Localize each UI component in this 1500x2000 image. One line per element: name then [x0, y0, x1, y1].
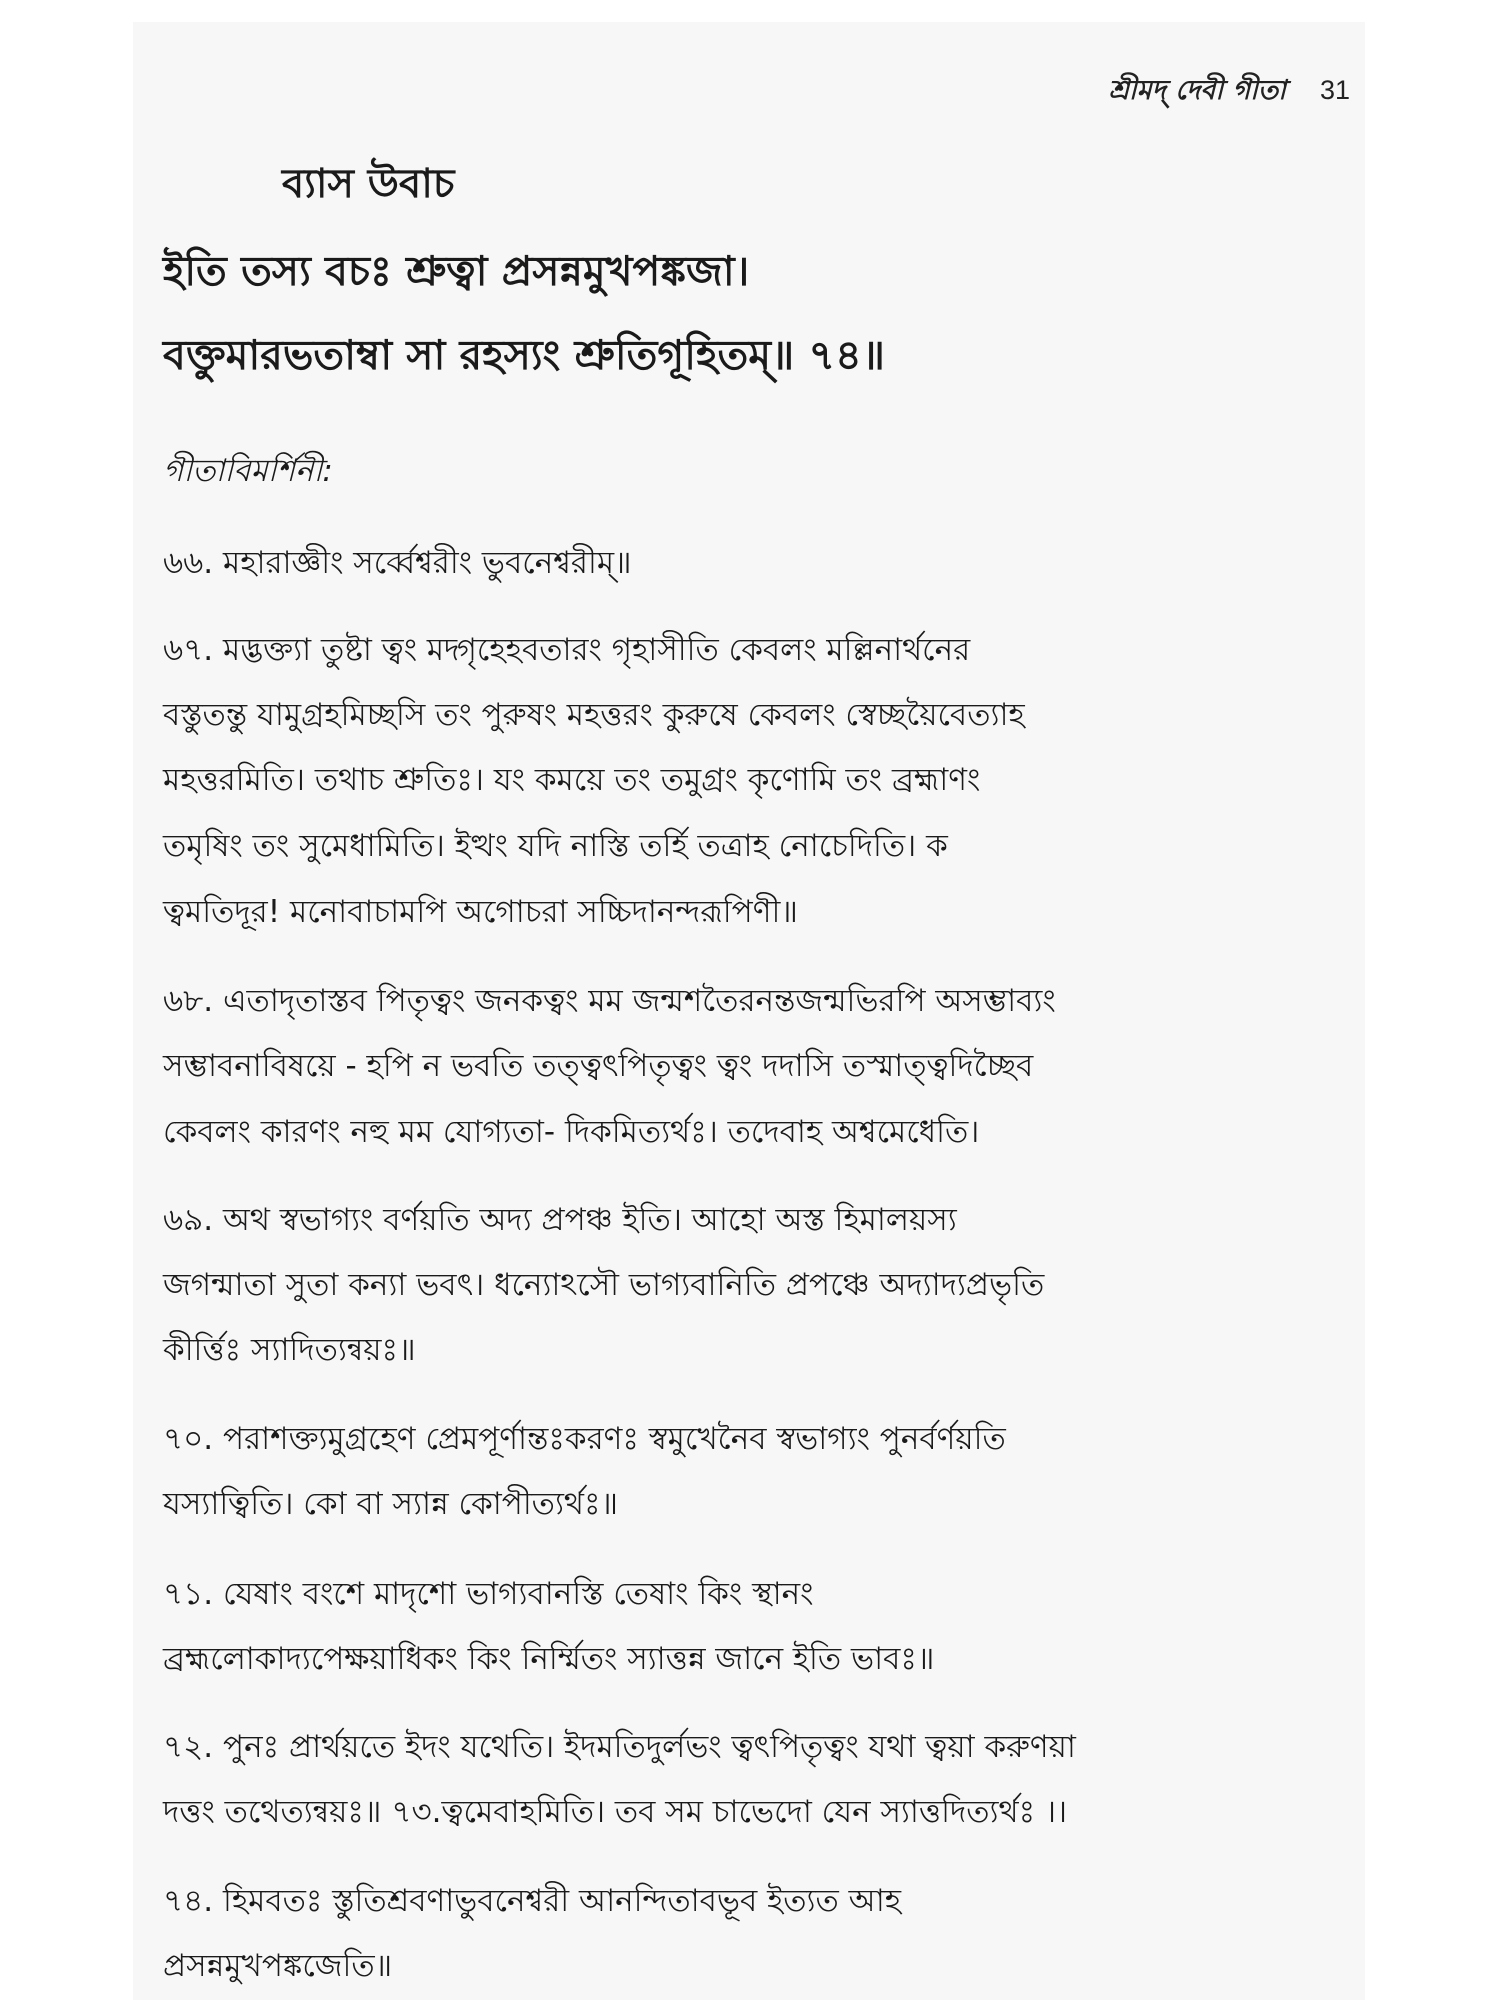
running-header	[1108, 70, 1350, 115]
verse-line: ইতি তস্য বচঃ শ্রুত্বা প্রসন্নমুখপঙ্কজা।	[163, 247, 750, 295]
commentary-line: ৭২. পুনঃ প্রার্থয়তে ইদং যথেতি। ইদমতিদুর্লভং ত্বৎপিতৃত্বং যথা ত্বয়া করুণয়া	[163, 1729, 1076, 1765]
commentary-line: কেবলং কারণং নহু মম যোগ্যতা- দিকমিত্যর্থঃ। তদেবাহ অশ্বমেধেতি।	[163, 1114, 980, 1150]
commentary-line: জগন্মাতা সুতা কন্যা ভবৎ। ধন্যোঽসৌ ভাগ্যবানিতি প্রপঞ্চে অদ্যাদ্যপ্রভৃতি	[163, 1267, 1045, 1303]
commentary-line: কীর্ত্তিঃ স্যাদিত্যন্বয়ঃ॥	[163, 1332, 416, 1368]
commentary-line: ৬৮. এতাদৃতাস্তব পিতৃত্বং জনকত্বং মম জন্মশতৈরনন্তজন্মভিরপি অসম্ভাব্যং	[163, 983, 1056, 1019]
commentary-line: যস্যাত্বিতি। কো বা স্যান্ন কোপীত্যর্থঃ॥	[163, 1486, 619, 1522]
commentary-line: ৬৯. অথ স্বভাগ্যং বর্ণয়তি অদ্য প্রপঞ্চ ইতি। আহো অস্ত হিমালয়স্য	[163, 1202, 957, 1238]
commentary-line: সম্ভাবনাবিষয়ে - হপি ন ভবতি তত্ত্বৎপিতৃত্বং ত্বং দদাসি তস্মাত্ত্বদিচ্ছৈব	[163, 1048, 1034, 1084]
commentary-line: ৭৪. হিমবতঃ স্তুতিশ্রবণাভুবনেশ্বরী আনন্দিতাবভূব ইত্যত আহ	[163, 1883, 902, 1919]
page-number: 31	[1319, 75, 1350, 105]
commentary-line: দত্তং তথেত্যন্বয়ঃ॥ ৭৩.ত্বমেবাহমিতি। তব সম চাভেদো যেন স্যাত্তদিত্যর্থঃ ।।	[163, 1794, 1068, 1830]
commentary-line: ৭১. যেষাং বংশে মাদৃশো ভাগ্যবানস্তি তেষাং কিং স্থানং	[163, 1576, 814, 1612]
commentary-heading: গীতাবিমর্শিনী:	[163, 453, 333, 489]
commentary-line: ৬৬. মহারাজ্ঞীং সর্ব্বেশ্বরীং ভুবনেশ্বরীম্॥	[163, 545, 632, 581]
commentary-line: ৬৭. মদ্ভক্ত্যা তুষ্টা ত্বং মদ্গৃহেহবতারং গৃহাসীতি কেবলং মল্লিনার্থনের	[163, 632, 971, 668]
commentary-line: ত্বমতিদূর! মনোবাচামপি অগোচরা সচ্চিদানন্দরূপিণী॥	[163, 894, 798, 930]
commentary-line: তমৃষিং তং সুমেধামিতি। ইত্থং যদি নাস্তি তর্হি তত্রাহ নোচেদিতি। ক	[163, 828, 948, 864]
commentary-line: মহত্তরমিতি। তথাচ শ্রুতিঃ। যং কময়ে তং তমুগ্রং কৃণোমি তং ব্রহ্মাণং	[163, 762, 981, 798]
commentary-line: ৭০. পরাশক্ত্যমুগ্রহেণ প্রেমপূর্ণান্তঃকরণঃ স্বমুখেনৈব স্বভাগ্যং পুনর্বর্ণয়তি	[163, 1421, 1006, 1457]
book-title: শ্রীমদ্ দেবী গীতা	[1108, 75, 1286, 106]
commentary-line: প্রসন্নমুখপঙ্কজেতি॥	[163, 1948, 393, 1984]
speaker-heading: ব্যাস উবাচ	[282, 161, 455, 207]
verse-line: বক্তুমারভতাম্বা সা রহস্যং শ্রুতিগূহিতম্॥ ৭৪॥	[163, 331, 885, 379]
commentary-line: ব্রহ্মলোকাদ্যপেক্ষয়াধিকং কিং নির্ম্মিতং স্যাত্তন্ন জানে ইতি ভাবঃ॥	[163, 1641, 935, 1677]
commentary-line: বস্তুতন্তু যামুগ্রহমিচ্ছসি তং পুরুষং মহত্তরং কুরুষে কেবলং স্বেচ্ছয়ৈবেত্যাহ	[163, 697, 1025, 733]
